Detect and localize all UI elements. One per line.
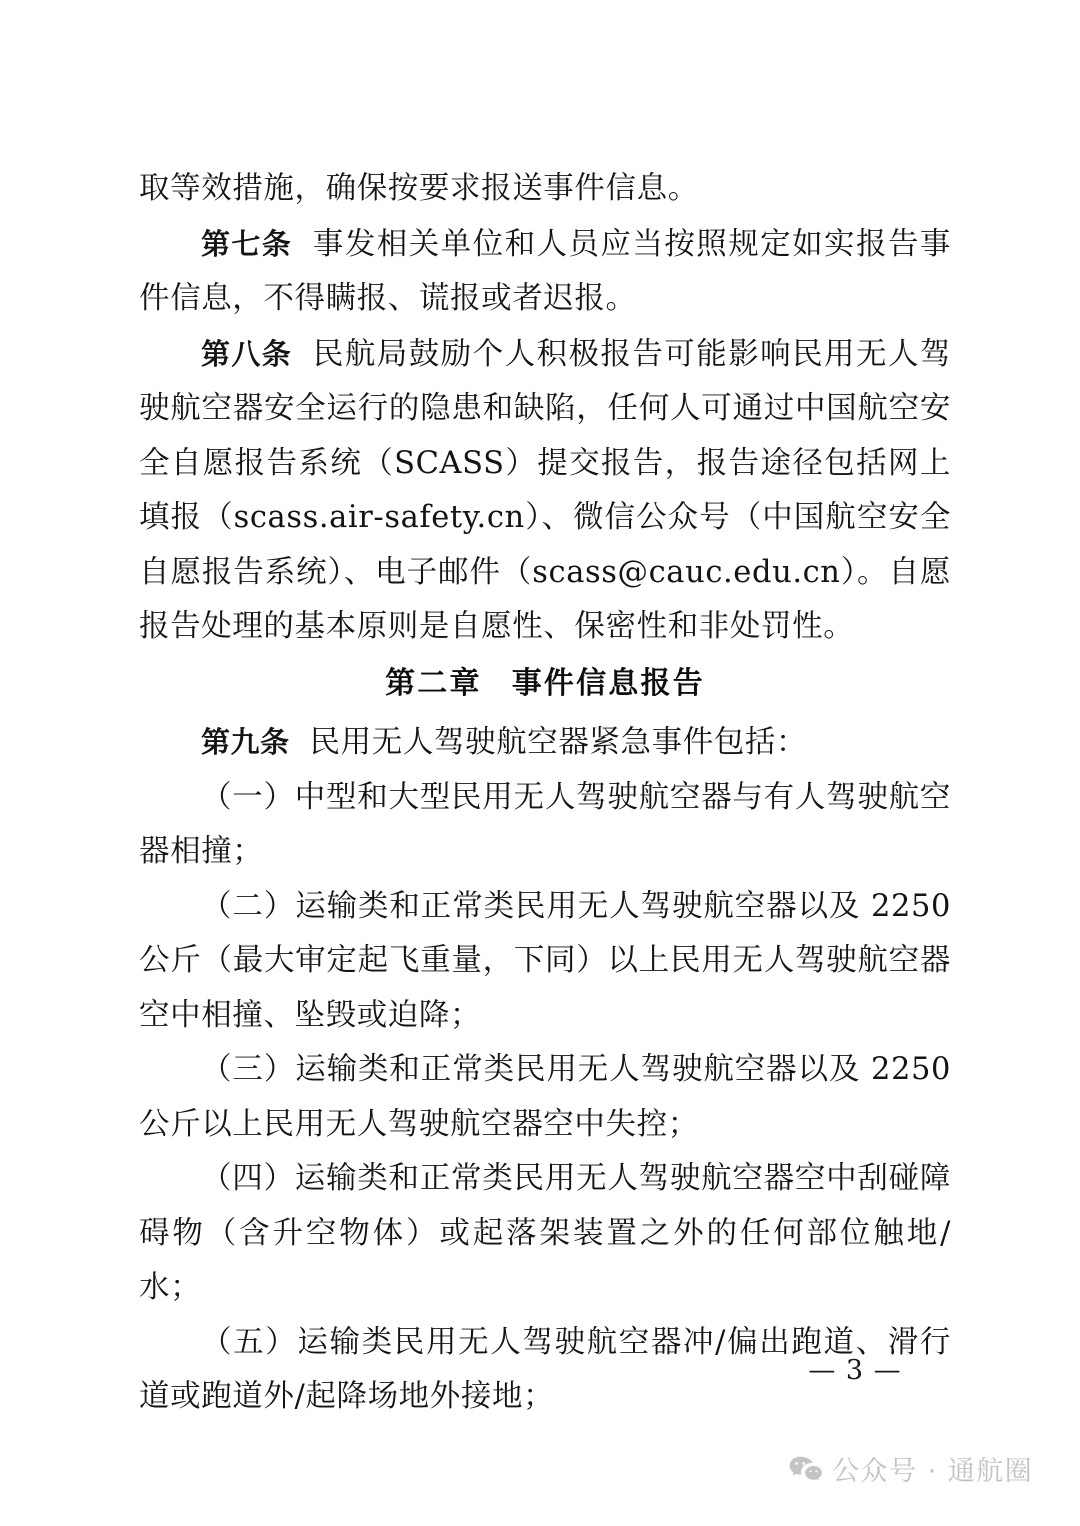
paragraph-item-1 xyxy=(139,771,951,880)
paragraph-text: 民用无人驾驶航空器紧急事件包括： xyxy=(309,725,808,760)
chapter-title: 事件信息报告 xyxy=(511,665,705,701)
chapter-heading xyxy=(139,655,951,716)
paragraph-item-2 xyxy=(139,880,951,1044)
paragraph-text: （三）运输类和正常类民用无人驾驶航空器以及 2250 公斤以上民用无人驾驶航空器空中失控； xyxy=(139,1052,951,1142)
paragraph-text: （一）中型和大型民用无人驾驶航空器与有人驾驶航空器相撞； xyxy=(139,779,951,869)
watermark-text: 公众号 · 通航圈 xyxy=(832,1455,1034,1487)
paragraph-continuation xyxy=(139,162,951,217)
paragraph-text: （四）运输类和正常类民用无人驾驶航空器空中刮碰障碍物（含升空物体）或起落架装置之外的任何部位触地/水； xyxy=(139,1161,951,1305)
paragraph-text: （五）运输类民用无人驾驶航空器冲/偏出跑道、滑行道或跑道外/起降场地外接地； xyxy=(139,1324,951,1414)
article-marker-9: 第九条 xyxy=(201,725,290,759)
paragraph-article-8 xyxy=(139,327,951,655)
paragraph-text: （二）运输类和正常类民用无人驾驶航空器以及 2250 公斤（最大审定起飞重量，下同）以上民用无人驾驶航空器空中相撞、坠毁或迫降； xyxy=(139,888,951,1033)
article-marker-8: 第八条 xyxy=(201,336,293,371)
chapter-number: 第二章 xyxy=(385,665,482,701)
article-marker-7: 第七条 xyxy=(201,226,293,261)
paragraph-text: 民航局鼓励个人积极报告可能影响民用无人驾驶航空器安全运行的隐患和缺陷，任何人可通过中国航空安全自愿报告系统（SCASS）提交报告，报告途径包括网上填报（scass.air-safety.cn）、微信公众号（中国航空安全自愿报告系统）、电子邮件（scass@cauc.edu.cn）。自愿报告处理的基本原则是自愿性、保密性和非处罚性。 xyxy=(139,336,951,644)
paragraph-text: 事发相关单位和人员应当按照规定如实报告事件信息，不得瞒报、谎报或者迟报。 xyxy=(139,226,951,316)
watermark xyxy=(789,1456,1033,1486)
paragraph-article-7 xyxy=(139,217,951,327)
page-number-text: — 3 — xyxy=(808,1355,902,1386)
paragraph-article-9 xyxy=(139,715,951,771)
wechat-icon xyxy=(789,1456,823,1486)
paragraph-item-3 xyxy=(139,1043,951,1152)
paragraph-item-4 xyxy=(139,1152,951,1316)
document-text-column xyxy=(139,162,951,1425)
page-number xyxy=(0,1355,1080,1386)
paragraph-text: 取等效措施，确保按要求报送事件信息。 xyxy=(139,171,699,206)
